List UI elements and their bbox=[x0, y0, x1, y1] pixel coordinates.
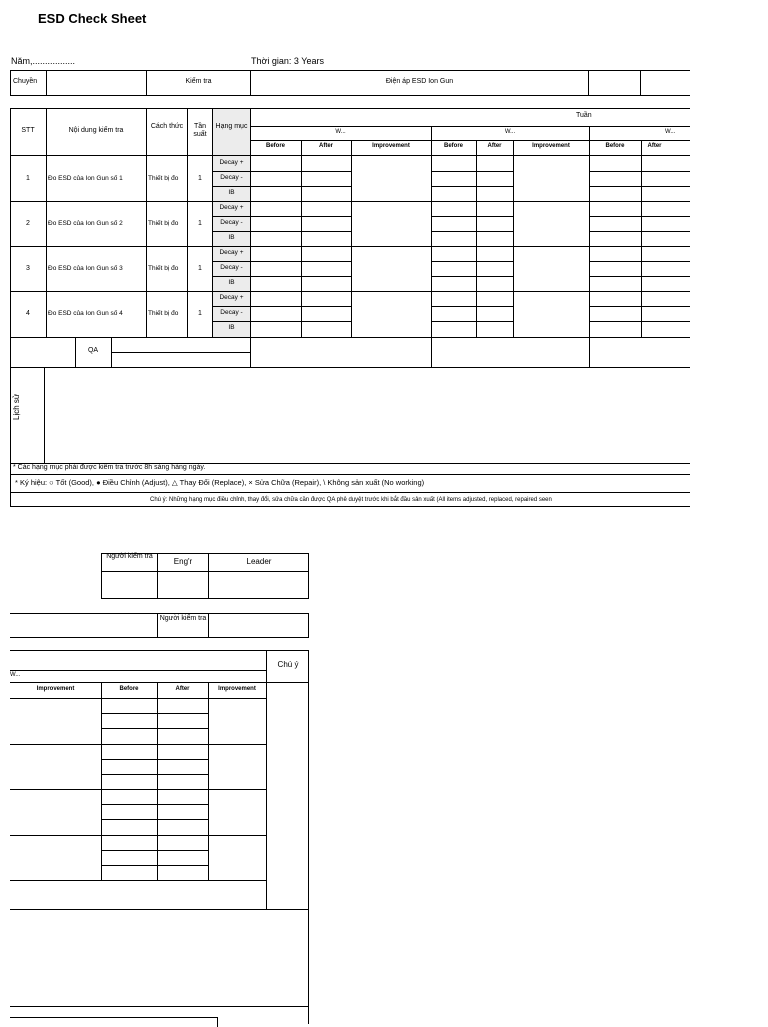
item-content: Đo ESD của Ion Gun số 1 bbox=[48, 175, 123, 182]
legend: * Ký hiệu: ○ Tốt (Good), ● Điều Chỉnh (Adjust), △ Thay Đổi (Replace), × Sửa Chữa (Repair), \ Không sản xuất (No working) bbox=[15, 478, 425, 487]
item-freq: 1 bbox=[198, 310, 202, 317]
col-stt: STT bbox=[21, 127, 35, 134]
col-after-3: After bbox=[647, 143, 662, 149]
approval-leader: Leader bbox=[246, 557, 272, 566]
approval-engr: Eng'r bbox=[173, 557, 193, 566]
approval-checker: Người kiểm tra bbox=[106, 553, 153, 560]
sub-decay-minus: Decay - bbox=[220, 174, 243, 181]
sub-decay-minus: Decay - bbox=[220, 264, 243, 271]
item-freq: 1 bbox=[198, 175, 202, 182]
page2-week: W... bbox=[10, 672, 21, 678]
history-label: Lịch sử bbox=[12, 393, 21, 420]
col-before-3: Before bbox=[605, 143, 625, 149]
item-stt: 1 bbox=[26, 175, 30, 182]
sub-ib: IB bbox=[228, 279, 235, 286]
year-label: Năm,................. bbox=[11, 56, 76, 66]
item-method: Thiết bị đo bbox=[148, 265, 179, 272]
item-row-3 bbox=[10, 246, 690, 291]
item-method: Thiết bị đo bbox=[148, 175, 179, 182]
sub-ib: IB bbox=[228, 189, 235, 196]
col-before-2: Before bbox=[443, 143, 463, 149]
item-freq: 1 bbox=[198, 220, 202, 227]
item-content: Đo ESD của Ion Gun số 2 bbox=[48, 220, 123, 227]
period-label: Thời gian: 3 Years bbox=[251, 56, 324, 66]
item-stt: 2 bbox=[26, 220, 30, 227]
sub-decay-plus: Decay + bbox=[219, 204, 244, 211]
note-chu-y: Chú ý: Những hạng mục điều chỉnh, thay đổi, sửa chữa cần được QA phê duyệt trước khi bắt đầu sản xuất (All items adjusted, replaced, repaired seen bbox=[150, 497, 552, 503]
sub-decay-minus: Decay - bbox=[220, 309, 243, 316]
qa-label: QA bbox=[87, 347, 99, 354]
page2-col-improvement: Improvement bbox=[36, 686, 75, 692]
col-after-1: After bbox=[318, 143, 333, 149]
page2-table bbox=[10, 650, 309, 1024]
item-stt: 4 bbox=[26, 310, 30, 317]
col-hang-muc: Hạng mục bbox=[215, 123, 248, 130]
item-stt: 3 bbox=[26, 265, 30, 272]
week-2: W... bbox=[504, 129, 516, 135]
item-row-2 bbox=[10, 201, 690, 246]
item-content: Đo ESD của Ion Gun số 4 bbox=[48, 310, 123, 317]
sub-ib: IB bbox=[228, 234, 235, 241]
week-3: W... bbox=[665, 129, 676, 135]
item-row-4 bbox=[10, 291, 690, 336]
page2-col-after: After bbox=[175, 686, 190, 692]
col-before-1: Before bbox=[265, 143, 285, 149]
note-1: * Các hạng mục phải được kiểm tra trước 8h sáng hàng ngày. bbox=[13, 464, 206, 471]
sub-decay-minus: Decay - bbox=[220, 219, 243, 226]
sub-decay-plus: Decay + bbox=[219, 249, 244, 256]
col-after-2: After bbox=[487, 143, 502, 149]
col-tuan: Tuần bbox=[576, 112, 592, 119]
kiem-tra-label: Kiểm tra bbox=[185, 78, 212, 85]
col-cach-thuc: Cách thức bbox=[150, 123, 184, 130]
item-freq: 1 bbox=[198, 265, 202, 272]
sheet-title: ESD Check Sheet bbox=[38, 11, 147, 26]
page2-col-improvement-2: Improvement bbox=[218, 686, 256, 692]
col-improvement-1: Improvement bbox=[372, 143, 410, 149]
page2-col-before: Before bbox=[119, 686, 139, 692]
approval-checker-2: Người kiểm tra bbox=[159, 615, 207, 622]
page2-chu-y: Chú ý bbox=[277, 660, 299, 669]
sub-decay-plus: Decay + bbox=[219, 294, 244, 301]
col-improvement-2: Improvement bbox=[532, 143, 570, 149]
item-row-1 bbox=[10, 156, 690, 201]
item-content: Đo ESD của Ion Gun số 3 bbox=[48, 265, 123, 272]
week-1: W... bbox=[335, 129, 346, 135]
sub-decay-plus: Decay + bbox=[219, 159, 244, 166]
item-method: Thiết bị đo bbox=[148, 220, 179, 227]
dien-ap-label: Điện áp ESD Ion Gun bbox=[385, 78, 454, 85]
col-noi-dung: Nội dung kiểm tra bbox=[68, 127, 124, 134]
item-method: Thiết bị đo bbox=[148, 310, 179, 317]
sub-ib: IB bbox=[228, 324, 235, 331]
chuyen-label: Chuyền bbox=[13, 78, 38, 85]
col-tan-suat: Tần suất bbox=[193, 123, 207, 138]
